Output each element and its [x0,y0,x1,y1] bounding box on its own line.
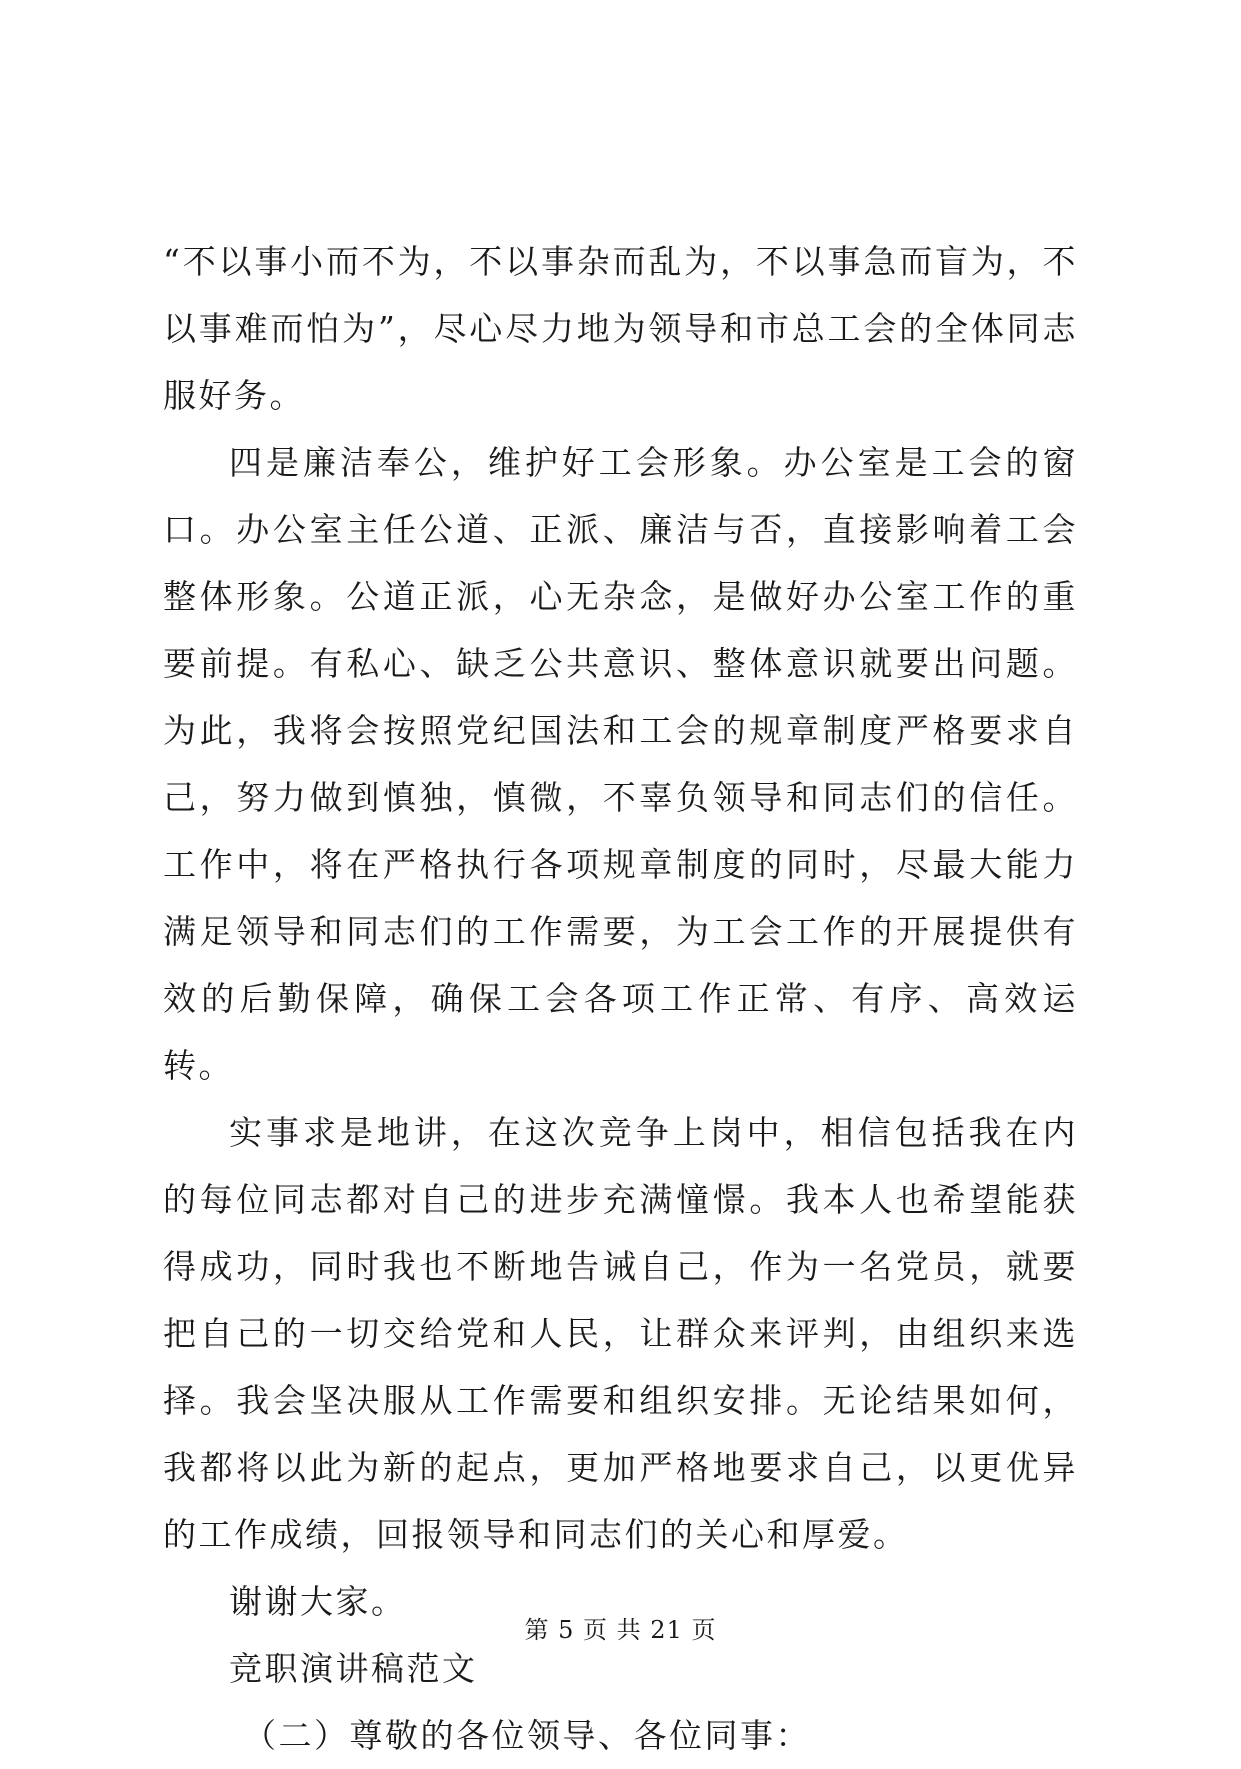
page-footer: 第 5 页 共 21 页 [524,1616,717,1644]
document-body [163,228,1078,1769]
section-title: 竞职演讲稿范文 [229,1649,478,1688]
paragraph-conclusion: 实事求是地讲，在这次竞争上岗中，相信包括我在内的每位同志都对自己的进步充满憧憬。我本人也希望能获得成功，同时我也不断地告诫自己，作为一名党员，就要把自己的一切交给党和人民，让群众来评判，由组织来选择。我会坚决服从工作需要和组织安排。无论结果如何，我都将以此为新的起点，更加严格地要求自己，以更优异的工作成绩，回报领导和同志们的关心和厚爱。 [163,1113,1078,1554]
sub-heading: （二）尊敬的各位领导、各位同事： [243,1716,811,1755]
paragraph-integrity: 四是廉洁奉公，维护好工会形象。办公室是工会的窗口。办公室主任公道、正派、廉洁与否，直接影响着工会整体形象。公道正派，心无杂念，是做好办公室工作的重要前提。有私心、缺乏公共意识、整体意识就要出问题。为此，我将会按照党纪国法和工会的规章制度严格要求自己，努力做到慎独，慎微，不辜负领导和同志们的信任。工作中，将在严格执行各项规章制度的同时，尽最大能力满足领导和同志们的工作需要，为工会工作的开展提供有效的后勤保障，确保工会各项工作正常、有序、高效运转。 [163,443,1078,1085]
paragraph-continuation: “不以事小而不为，不以事杂而乱为，不以事急而盲为，不以事难而怕为”，尽心尽力地为领导和市总工会的全体同志服好务。 [163,242,1078,415]
thanks-line: 谢谢大家。 [229,1582,407,1621]
